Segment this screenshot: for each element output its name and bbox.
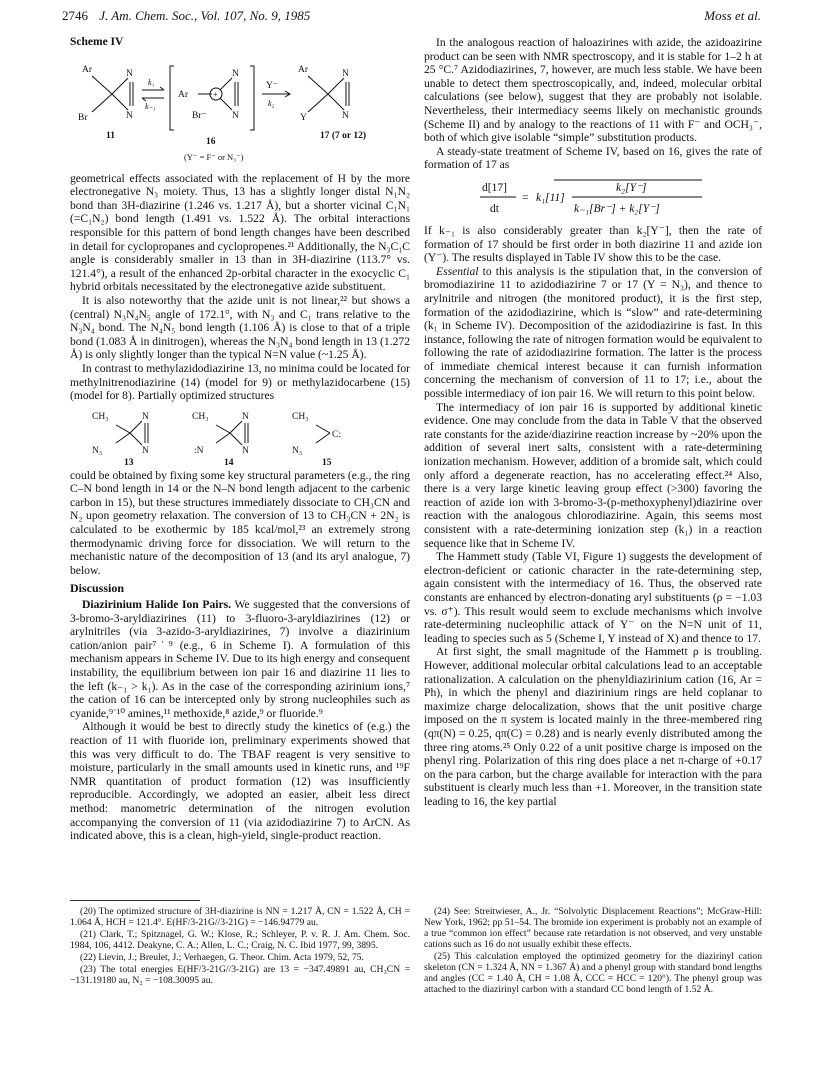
right-column xyxy=(424,36,762,808)
right-paragraph-7: At first sight, the small magnitude of the Hammett ρ is troubling. However, additional molecular orbital calculations lead to an acceptable rationalization. A calculation on the phenyldiazirinium cation (16, Ar = Ph), in which the phenyl and diazirinium rings are held coplanar to maximize charge delocalization, shows that the unit positive charge imposed on the π system is located mainly in the three-membered ring (qπ(N) = 0.25, qπ(C) = 0.28) and is nearly evenly distributed among the three ring atoms.²⁵ Only 0.22 of a unit positive charge is imposed on the phenyl ring. Polarization of this ring does place a net π-charge of +0.17 on the para carbon, but the charge available for interaction with the para substituent is clearly much less than +1. Moreover, in the transition state leading to 16, the key partial xyxy=(424,645,762,808)
struct-15-c: C: xyxy=(332,429,341,440)
scheme-br-11: Br xyxy=(78,112,88,123)
emphasis-essential: Essential xyxy=(436,264,479,278)
scheme-n2-17: N xyxy=(342,110,349,121)
scheme-ar-17: Ar xyxy=(298,64,309,75)
scheme-n1-17: N xyxy=(342,68,349,79)
left-paragraph-5-text: We suggested that the conversions of 3-bromo-3-aryldiazirines (11) to 3-fluoro-3-aryldiazirines (12) or arylnitriles (via 3-azido-3-aryldiazirines, 7) involve a diazirinium cation/anion pair⁷˙⁹ (e.g., 6 in Scheme I). A formulation of this mechanism appears in Scheme IV. Due to its high energy and consequent instability, the equilibrium between ion pair 16 and diazirine 11 lies to the left (k₋₁ > k₁). As in the case of the corresponding azirinium ions,⁷ the cation of 16 can be intercepted only by strong nucleophiles such as cyanide,⁹˙¹⁰ amines,¹¹ methoxide,⁸ azide,⁹ or fluoride.⁹ xyxy=(70,598,411,720)
eq-k1-11: k₁[11] xyxy=(536,191,565,204)
struct-15-ch3: CH₃ xyxy=(292,411,309,422)
scheme-ar-16: Ar xyxy=(178,89,189,100)
left-paragraph-3: In contrast to methylazidodiazirine 13, no minima could be located for methylnitrenodiazirine (14) (model for 9) or methylazidocarbene (15) (model for 8). Partially optimized structures xyxy=(70,361,410,403)
struct-15-n3: N₃ xyxy=(292,445,303,456)
scheme-footnote: (Y⁻ = F⁻ or N₃⁻) xyxy=(184,151,244,162)
footnote-rule xyxy=(70,900,200,901)
eq-equals: = xyxy=(522,191,529,204)
scheme-plus: + xyxy=(213,89,218,99)
struct-14-ch3: CH₃ xyxy=(192,411,209,422)
right-paragraph-4 xyxy=(424,265,762,401)
struct-13-ch3: CH₃ xyxy=(92,411,109,422)
journal-citation: J. Am. Chem. Soc., Vol. 107, No. 9, 1985 xyxy=(99,8,311,23)
eq-lhs-numerator: d[17] xyxy=(482,181,507,194)
footnote-20: (20) The optimized structure of 3H-diazirine is NN = 1.217 Å, CN = 1.522 Å, CH = 1.064 Å, HCH = 121.4°. E(HF/3-21G//3-21G) = −146.94779 au. xyxy=(70,906,410,928)
footnote-23: (23) The total energies E(HF/3-21G//3-21G) are 13 = −347.49891 au, CH₃CN = −131.19180 au, N₂ = −108.30095 au. xyxy=(70,964,410,986)
struct-13-n2: N xyxy=(142,445,149,456)
scheme-y-minus: Y⁻ xyxy=(266,80,278,91)
page-number: 2746 xyxy=(62,8,88,23)
running-header xyxy=(62,8,761,28)
structures-13-14-15 xyxy=(70,405,410,467)
footnote-24: (24) See: Streitwieser, A., Jr. “Solvolytic Displacement Reactions”; McGraw-Hill: New York, 1962; pp 51–54. The bromide ion experiment is probably not an example of a true “common ion effect” because rate retardation is not observed, and very unstable cations such as 16 do not usually exhibit these effects. xyxy=(424,906,762,950)
footnote-21: (21) Clark, T.; Spitznagel, G. W.; Klose, R.; Schleyer, P. v. R. J. Am. Chem. Soc. 1984, 106, 4412. Deakyne, C. A.; Allen, L. C.; Craig, N. C. Ibid 1977, 99, 3895. xyxy=(70,929,410,951)
scheme-ar-11: Ar xyxy=(82,64,93,75)
struct-13-n3: N₃ xyxy=(92,445,103,456)
scheme-n1-16: N xyxy=(232,68,239,79)
eq-lhs-denominator: dt xyxy=(490,202,499,215)
scheme-k1: k₁ xyxy=(148,77,155,87)
footnote-22: (22) Lievin, J.; Breulet, J.; Verhaegen, G. Theor. Chim. Acta 1979, 52, 75. xyxy=(80,952,364,963)
struct-14-n: :N xyxy=(194,445,204,456)
struct-14-n1: N xyxy=(242,411,249,422)
struct-label-14: 14 xyxy=(224,457,234,467)
struct-14-n2: N xyxy=(242,445,249,456)
scheme-title: Scheme IV xyxy=(70,36,124,48)
author-header: Moss et al. xyxy=(704,8,761,23)
right-paragraph-5: The intermediacy of ion pair 16 is supported by additional kinetic evidence. One may conclude from the data in Table V that the observed rate constants for the azide/diazirine reaction increase by ~20% upon the addition of several inert salts, consistent with a rate-determining ionization mechanism. However, addition of a bromide salt, which could only afford a degenerate reaction, has no accelerating effect.²⁴ Also, there is a very large kinetic leaving group effect (>300) favoring the reaction of azide ion with 3-bromo-3-(p-methoxyphenyl)diazirine over reaction with the analogous chlorodiazirine. Again, this seems most consistent with a rate-determining ionization step (k₁) in a reaction sequence like that in Scheme IV. xyxy=(424,400,762,550)
scheme-label-17: 17 (7 or 12) xyxy=(320,130,366,141)
struct-label-13: 13 xyxy=(124,457,134,467)
left-paragraph-4: could be obtained by fixing some key structural parameters (e.g., the ring C–N bond length in 14 or the N–N bond length adjacent to the carbenic carbon in 15), but these structures immediately dissociate to CH₃CN and N₂ upon geometry relaxation. The conversion of 13 to CH₃CN + 2N₂ is calculated to be exothermic by 185 kcal/mol,²³ an extremely strong thermodynamic driving force for dissociation. We will return to the mechanistic nature of the decomposition of 13 (and its aryl analogue, 7) below. xyxy=(70,468,410,577)
left-paragraph-6: Although it would be best to directly study the kinetics of (e.g.) the reaction of 11 with fluoride ion, preliminary experiments showed that this was very difficult to do. The TBAF reagent is very sensitive to moisture, particularly in the small amounts used in kinetic runs, and ¹⁹F NMR quantitation of product formation (12) was insufficiently reproducible. Accordingly, we adopted an easier, albeit less direct method: manometric determination of the nitrogen evolution accompanying the conversion of 11 (via azidodiazirine 7) to ArCN. As indicated above, this is a clean, high-yield, single-product reaction. xyxy=(70,720,410,843)
scheme-label-11: 11 xyxy=(106,130,115,141)
left-paragraph-2: It is also noteworthy that the azide unit is not linear,²² but shows a (central) N₃N₄N₅ angle of 172.1°, with N₃ and C₁ trans relative to the N₃N₄ bond. The N₄N₅ bond length (1.106 Å) is close to that of a triple bond (1.083 Å in dinitrogen), whereas the N₃N₄ bond length in 13 (1.272 Å) is only slightly longer than the typical N=N value (~1.25 Å). xyxy=(70,293,410,362)
eq-rhs-numerator: k₂[Y⁻] xyxy=(616,181,647,194)
struct-label-15: 15 xyxy=(322,457,332,467)
struct-13-n1: N xyxy=(142,411,149,422)
right-paragraph-3: If k₋₁ is also considerably greater than k₂[Y⁻], then the rate of formation of 17 should be first order in both diazirine 11 and azide ion (Y⁻). The results displayed in Table IV show this to be the case. xyxy=(424,223,762,265)
eq-rhs-denominator: k₋₁[Br⁻] + k₂[Y⁻] xyxy=(574,202,660,215)
left-column xyxy=(70,36,410,843)
footnotes-left xyxy=(70,906,410,987)
left-paragraph-5 xyxy=(70,598,410,720)
footnotes-right xyxy=(424,906,762,996)
scheme-n2-11: N xyxy=(126,110,133,121)
right-paragraph-4-text: to this analysis is the stipulation that, in the conversion of bromodiazirine 11 to azidodiazirine 7 or 17 (Y = N₃), and thence to arylnitrile and nitrogen (the monitored product), it is the first step, formation of the azidodiazirine, which is “slow” and rate-determining (k₁ in Scheme IV). Decomposition of the azidodiazirine is fast. In this instance, following the rate of nitrogen formation would be equivalent to following the rate of azidodiazirine formation. The latter is the process of immediate chemical interest because it can furnish information concerning the mechanism of conversion of 11 to 17; i.e., about the possible intermediacy of ion pair 16. We will return to this point below. xyxy=(424,264,762,401)
scheme-br-minus: Br⁻ xyxy=(192,110,207,121)
left-paragraph-1: geometrical effects associated with the replacement of H by the more electronegative N₃ moiety. Thus, 13 has a slightly longer distal N₁N₂ bond than 3H-diazirine (1.246 vs. 1.217 Å), but a shorter vicinal C₁N₁ (=C₁N₂) bond length (1.491 vs. 1.522 Å). The orbital interactions responsible for this pattern of bond length changes have been described in detail for cyclopropanes and cyclopropenes.²¹ Additionally, the N₃C₁C angle is considerably smaller in 13 than in 3H-diazirine (113.7° vs. 121.4°), a result of the enhanced 2p-orbital character in the exocyclic C₁ hybrid orbitals necessitated by the electronegative azide substituent. xyxy=(70,171,410,294)
footnote-25: (25) This calculation employed the optimized geometry for the diazirinyl cation skeleton (CN = 1.324 Å, NN = 1.367 Å) and a phenyl group with standard bond lengths and angles (CC = 1.40 Å, CH = 1.08 Å, CCC = HCC = 120°). The phenyl group was attached to the diazirinyl carbon with a standard CC bond length of 1.52 Å. xyxy=(424,951,762,995)
right-paragraph-6: The Hammett study (Table VI, Figure 1) suggests the development of electron-deficient or cationic character in the rate-determining step, again consistent with the intermediacy of 16. Thus, the observed rate constants are enhanced by electron-donating aryl substituents (ρ = −1.03 vs. σ⁺). This result would seem to exclude mechanisms which involve rate-determining nucleophilic attack of Y⁻ on the N=N unit of 11, leading to species such as 5 (Scheme I, Y instead of X) and thence to 17. xyxy=(424,550,762,645)
rate-equation xyxy=(424,176,762,220)
discussion-heading: Discussion xyxy=(70,581,125,596)
scheme-n2-16: N xyxy=(232,110,239,121)
right-paragraph-2: A steady-state treatment of Scheme IV, based on 16, gives the rate of formation of 17 as xyxy=(424,144,762,172)
section-runin-heading: Diazirinium Halide Ion Pairs. xyxy=(82,598,232,612)
scheme-label-16: 16 xyxy=(206,136,216,147)
scheme-k2: k₂ xyxy=(268,98,275,108)
scheme-n1-11: N xyxy=(126,68,133,79)
scheme-km1: k₋₁ xyxy=(145,101,156,111)
scheme-y-17: Y xyxy=(300,112,307,123)
scheme-iv-diagram xyxy=(70,52,410,170)
page-number-and-journal xyxy=(62,8,310,24)
right-paragraph-1: In the analogous reaction of haloazirines with azide, the azidoazirine product can be seen with NMR spectroscopy, and it is stable for 1–2 h at 25 °C.⁷ Azidodiazirines, 7, however, are much less stable. We have been unable to detect them spectroscopically, and, indeed, molecular orbital calculations (see below), suggest that they are probably not isolable. Nevertheless, their intermediacy seems likely on mechanistic grounds (Scheme II) and by analogy to the reactions of 11 with F⁻ and OCH₃⁻, both of which give isolable “simple” substitution products. xyxy=(424,36,762,145)
